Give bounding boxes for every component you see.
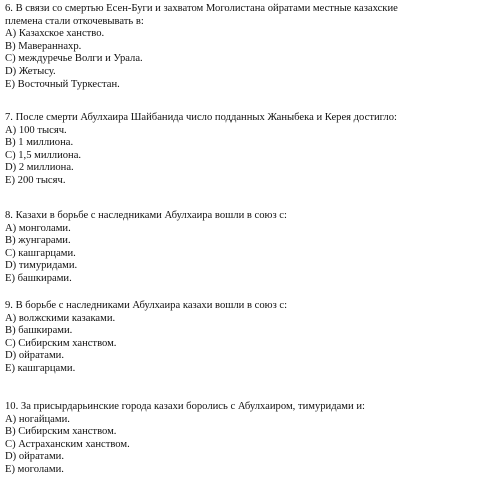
question-stem-line: 8. Казахи в борьбе с наследниками Абулхаира вошли в союз с: bbox=[5, 210, 287, 221]
question-stem-line: племена стали откочевывать в: bbox=[5, 15, 144, 27]
answer-option-c: С) междуречье Волги и Урала. bbox=[5, 53, 143, 65]
answer-option-a: А) волжскими казаками. bbox=[5, 312, 116, 324]
answer-option-d: D) Жетысу. bbox=[5, 65, 56, 77]
answer-option-e: Е) кашгарцами. bbox=[5, 362, 76, 374]
answer-option-a: А) Казахское ханство. bbox=[5, 28, 105, 40]
answer-option-b: В) Сибирским ханством. bbox=[5, 426, 117, 438]
answer-option-a: А) монголами. bbox=[5, 222, 71, 234]
answer-option-b: В) Мавераннахр. bbox=[5, 40, 82, 52]
question-10 bbox=[5, 401, 495, 477]
question-stem-line: 6. В связи со смертью Есен-Буги и захватом Моголистана ойратами местные казахские bbox=[5, 3, 398, 14]
question-6 bbox=[5, 3, 495, 91]
question-stem-line: 7. После смерти Абулхаира Шайбанида число подданных Жаныбека и Керея достигло: bbox=[5, 112, 397, 123]
question-stem-line: 9. В борьбе с наследниками Абулхаира казахи вошли в союз с: bbox=[5, 300, 288, 311]
answer-option-e: Е) моголами. bbox=[5, 463, 64, 475]
answer-option-c: С) Сибирским ханством. bbox=[5, 337, 117, 349]
answer-option-d: D) ойратами. bbox=[5, 350, 65, 362]
question-7 bbox=[5, 112, 495, 188]
answer-option-c: С) Астраханским ханством. bbox=[5, 438, 130, 450]
answer-option-d: D) ойратами. bbox=[5, 451, 65, 463]
answer-option-b: В) 1 миллиона. bbox=[5, 137, 74, 149]
answer-option-a: А) 100 тысяч. bbox=[5, 124, 67, 136]
answer-option-b: В) башкирами. bbox=[5, 325, 73, 337]
answer-option-c: С) 1,5 миллиона. bbox=[5, 149, 82, 161]
answer-option-d: D) 2 миллиона. bbox=[5, 162, 74, 174]
answer-option-e: Е) башкирами. bbox=[5, 272, 72, 284]
question-stem-line: 10. За присырдарьинские города казахи боролись с Абулхаиром, тимуридами и: bbox=[5, 401, 365, 412]
answer-option-b: В) жунгарами. bbox=[5, 235, 71, 247]
question-8 bbox=[5, 210, 495, 286]
answer-option-e: Е) Восточный Туркестан. bbox=[5, 78, 120, 90]
question-9 bbox=[5, 300, 495, 376]
answer-option-a: А) ногайцами. bbox=[5, 413, 70, 425]
answer-option-c: С) кашгарцами. bbox=[5, 247, 76, 259]
answer-option-d: D) тимуридами. bbox=[5, 260, 78, 272]
answer-option-e: Е) 200 тысяч. bbox=[5, 174, 66, 186]
